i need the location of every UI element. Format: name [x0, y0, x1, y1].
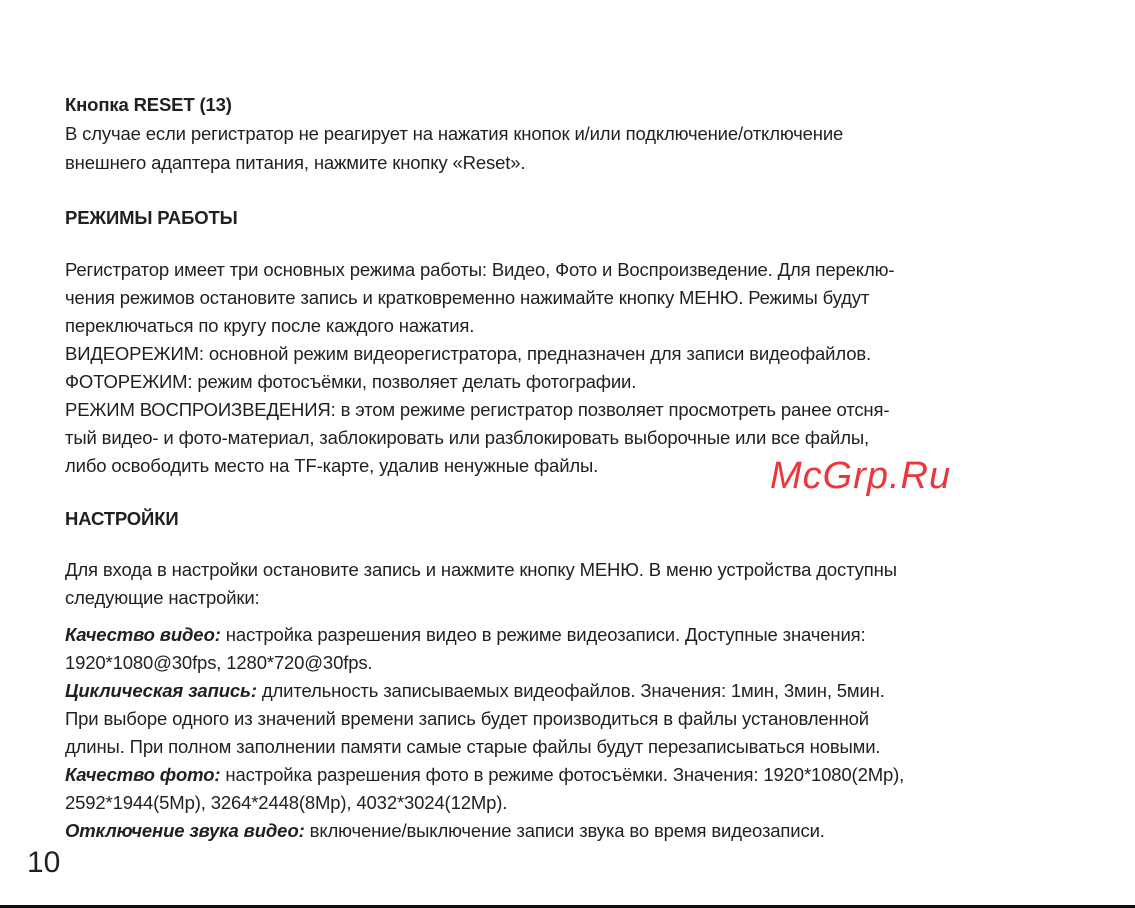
- paragraph-line: следующие настройки:: [65, 587, 260, 608]
- paragraph-line: РЕЖИМ ВОСПРОИЗВЕДЕНИЯ: в этом режиме регистратор позволяет просмотреть ранее отсня-: [65, 399, 890, 420]
- setting-photo-quality: [65, 763, 904, 787]
- paragraph-line: Регистратор имеет три основных режима работы: Видео, Фото и Воспроизведение. Для переклю-: [65, 259, 895, 280]
- page-number: 10: [27, 846, 61, 879]
- setting-label: Циклическая запись:: [65, 680, 257, 701]
- watermark: McGrp.Ru: [770, 455, 952, 497]
- paragraph-line: тый видео- и фото-материал, заблокировать или разблокировать выборочные или все файлы,: [65, 427, 870, 448]
- paragraph-line: При выборе одного из значений времени запись будет производиться в файлы установленной: [65, 708, 869, 729]
- setting-text: включение/выключение записи звука во время видеозаписи.: [304, 820, 825, 841]
- setting-label: Качество видео:: [65, 624, 221, 645]
- paragraph-line: ФОТОРЕЖИМ: режим фотосъёмки, позволяет делать фотографии.: [65, 371, 637, 392]
- setting-text: настройка разрешения видео в режиме видеозаписи. Доступные значения:: [220, 624, 866, 645]
- paragraph-line: длины. При полном заполнении памяти самые старые файлы будут перезаписываться новыми.: [65, 736, 881, 757]
- setting-text: настройка разрешения фото в режиме фотосъёмки. Значения: 1920*1080(2Mp),: [220, 764, 905, 785]
- settings-heading: НАСТРОЙКИ: [65, 508, 179, 529]
- setting-text: длительность записываемых видеофайлов. Значения: 1мин, 3мин, 5мин.: [256, 680, 885, 701]
- setting-label: Отключение звука видео:: [65, 820, 305, 841]
- paragraph-line: внешнего адаптера питания, нажмите кнопку «Reset».: [65, 152, 526, 173]
- paragraph-line: 1920*1080@30fps, 1280*720@30fps.: [65, 652, 373, 673]
- setting-mute-video: [65, 819, 825, 843]
- modes-heading: РЕЖИМЫ РАБОТЫ: [65, 207, 238, 228]
- setting-label: Качество фото:: [65, 764, 221, 785]
- paragraph-line: 2592*1944(5Mp), 3264*2448(8Mp), 4032*3024(12Mp).: [65, 792, 508, 813]
- paragraph-line: В случае если регистратор не реагирует на нажатия кнопок и/или подключение/отключение: [65, 123, 844, 144]
- paragraph-line: ВИДЕОРЕЖИМ: основной режим видеорегистратора, предназначен для записи видеофайлов.: [65, 343, 872, 364]
- paragraph-line: переключаться по кругу после каждого нажатия.: [65, 315, 475, 336]
- paragraph-line: чения режимов остановите запись и кратковременно нажимайте кнопку МЕНЮ. Режимы будут: [65, 287, 870, 308]
- paragraph-line: Для входа в настройки остановите запись и нажмите кнопку МЕНЮ. В меню устройства доступны: [65, 559, 897, 580]
- reset-heading: Кнопка RESET (13): [65, 94, 232, 115]
- paragraph-line: либо освободить место на TF-карте, удалив ненужные файлы.: [65, 455, 599, 476]
- setting-loop-recording: [65, 679, 885, 703]
- setting-video-quality: [65, 623, 866, 647]
